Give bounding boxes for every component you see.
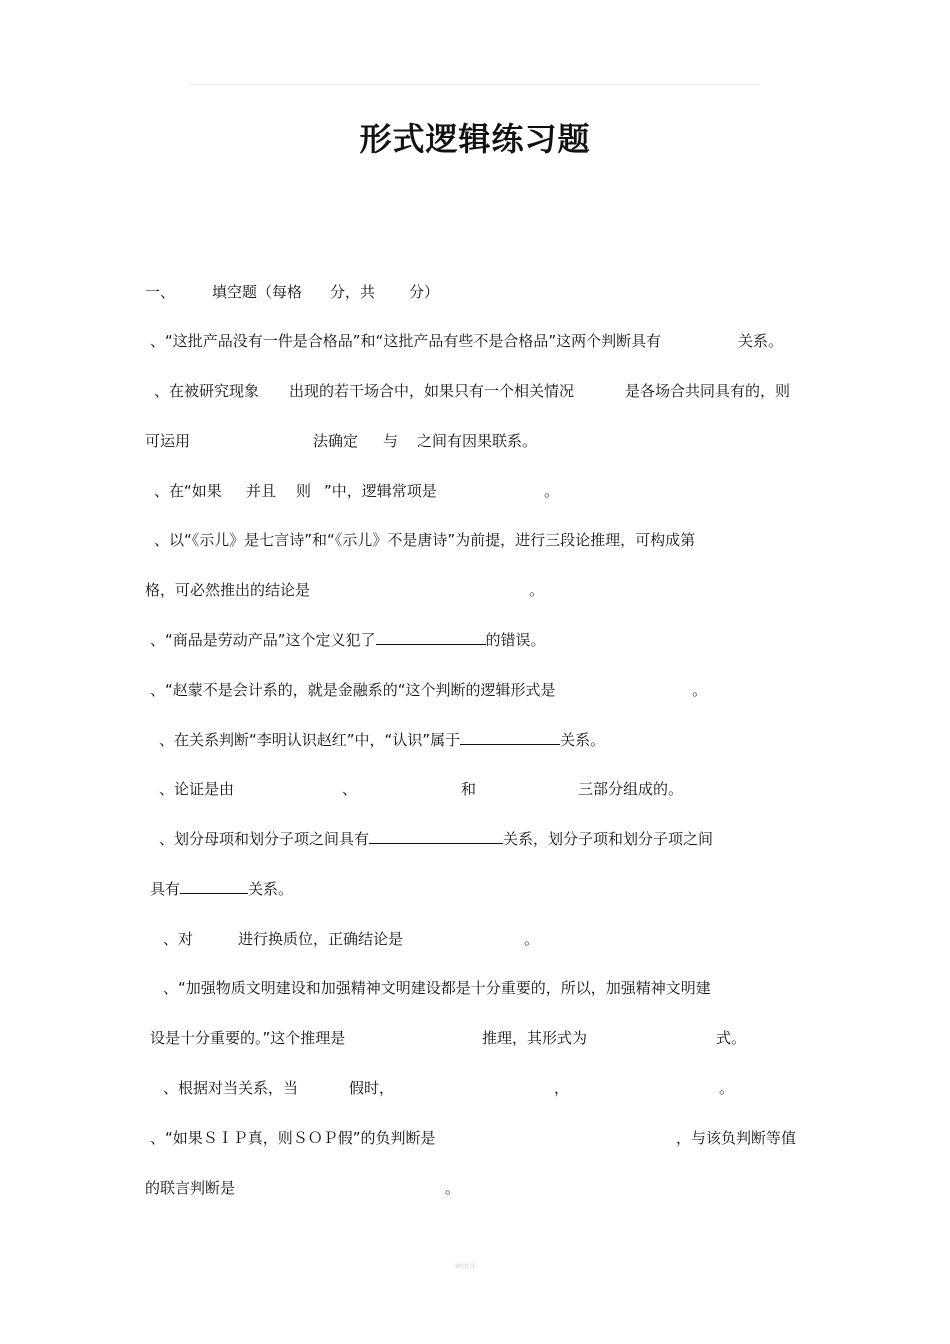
answer-blank[interactable] <box>460 730 560 745</box>
q3-text-end: 。 <box>544 482 560 500</box>
q8-text-end: 三部分组成的。 <box>578 780 684 798</box>
q2-text-mid: 出现的若干场合中，如果只有一个相关情况 <box>289 382 575 400</box>
q11-text-end: 式。 <box>716 1029 747 1047</box>
q3-text-and: 并且 <box>246 482 277 500</box>
q11-text-form: 推理，其形式为 <box>482 1029 588 1047</box>
q2-text-end: 是各场合共同具有的，则 <box>625 382 791 400</box>
q5-text: 、“商品是劳动产品”这个定义犯了 的错误。 <box>150 631 546 649</box>
q7-text: 、在关系判断“李明认识赵红”中，“认识”属于 关系。 <box>159 731 606 749</box>
q9-text-line2: 具有 关系。 <box>150 880 294 898</box>
q12-text-end: 。 <box>719 1079 735 1097</box>
q1-text-end: 关系。 <box>738 332 784 350</box>
q9-text: 、划分母项和划分子项之间具有 关系，划分子项和划分子项之间 <box>159 830 714 848</box>
q4-text-line2: 格，可必然推出的结论是 <box>145 581 311 599</box>
q4-text-end: 。 <box>529 581 545 599</box>
q1-text: 、“这批产品没有一件是合格品”和“这批产品有些不是合格品”这两个判断具有 <box>150 332 662 350</box>
q12-text-sep: ， <box>554 1079 570 1097</box>
q8-text: 、论证是由 <box>159 780 235 798</box>
q13-text-mid: ，与该负判断等值 <box>676 1129 797 1147</box>
q13-text-line2: 的联言判断是 <box>145 1179 236 1197</box>
q11-text-line2: 设是十分重要的。”这个推理是 <box>150 1029 346 1047</box>
q10-text: 、对 <box>163 930 194 948</box>
document-title: 形式逻辑练习题 <box>359 120 591 158</box>
q2-text-tail: 之间有因果联系。 <box>417 432 538 450</box>
q11-text: 、“加强物质文明建设和加强精神文明建设都是十分重要的，所以，加强精神文明建 <box>163 979 711 997</box>
answer-blank[interactable] <box>376 630 486 645</box>
q2-text-method: 法确定 <box>313 432 359 450</box>
q10-text-mid: 进行换质位，正确结论是 <box>238 930 404 948</box>
q6-text-end: 。 <box>692 681 708 699</box>
q10-text-end: 。 <box>524 930 540 948</box>
section-points-total: 分） <box>409 283 440 301</box>
section-number: 一、 <box>145 283 176 301</box>
answer-blank[interactable] <box>369 829 503 844</box>
q3-text-mid: ”中，逻辑常项是 <box>324 482 437 500</box>
section-points-per: 分，共 <box>330 283 376 301</box>
q12-text: 、根据对当关系，当 <box>163 1079 299 1097</box>
footer-watermark: word <box>455 1261 475 1270</box>
q2-text-line2: 可运用 <box>145 432 191 450</box>
q2-text: 、在被研究现象 <box>154 382 260 400</box>
answer-blank[interactable] <box>180 879 248 894</box>
q8-text-sep: 、 <box>342 780 358 798</box>
header-rule <box>190 84 760 85</box>
section-heading: 填空题（每格 <box>212 283 303 301</box>
q6-text: 、“赵蒙不是会计系的，就是金融系的“这个判断的逻辑形式是 <box>150 681 556 699</box>
q13-text: 、“如果ＳＩＰ真，则ＳＯＰ假”的负判断是 <box>150 1129 436 1147</box>
q13-text-end: 。 <box>445 1179 461 1197</box>
q4-text: 、以“《示儿》是七言诗”和“《示儿》不是唐诗”为前提，进行三段论推理，可构成第 <box>154 531 696 549</box>
q8-text-and: 和 <box>461 780 477 798</box>
q2-text-and: 与 <box>383 432 399 450</box>
q3-text-then: 则 <box>296 482 312 500</box>
q3-text: 、在“如果 <box>154 482 222 500</box>
q12-text-false: 假时， <box>349 1079 395 1097</box>
